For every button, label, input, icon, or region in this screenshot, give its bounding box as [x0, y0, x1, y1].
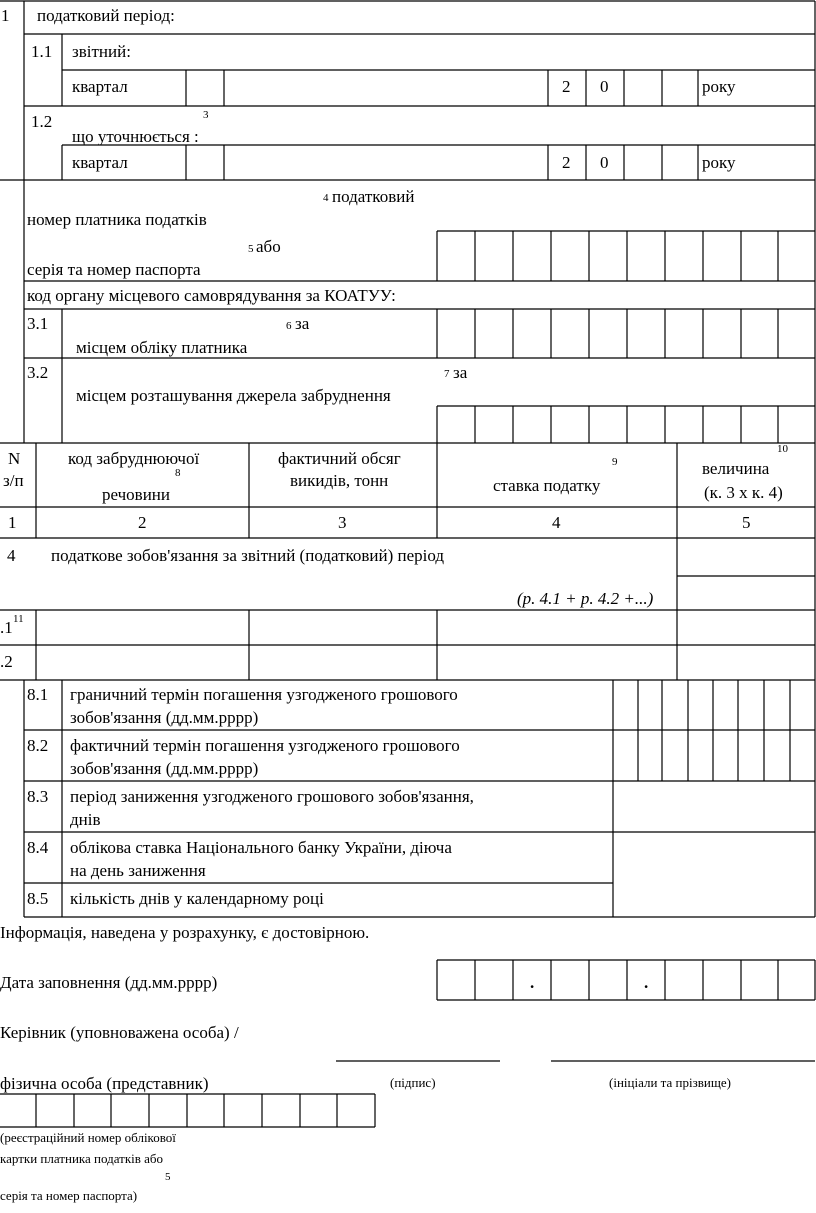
footnote-6: 6	[286, 320, 292, 332]
row-number-1-1: 1.1	[31, 42, 53, 61]
row-8-5-line-1: кількість днів у календарному році	[70, 889, 324, 908]
year-digit-2-clarified: 0	[600, 153, 609, 172]
year-label: року	[702, 77, 736, 96]
row-8-2-line-1: фактичний термін погашення узгодженого грошового	[70, 736, 460, 755]
year-digit-1: 2	[562, 77, 571, 96]
footnote-11: 11	[13, 613, 24, 625]
taxpayer-line-4: серія та номер паспорта	[27, 260, 201, 279]
footnote-7: 7	[444, 368, 450, 380]
col-num-1: 1	[8, 513, 17, 532]
col-num-5: 5	[742, 513, 751, 532]
header-value-1: величина	[702, 459, 770, 478]
row-number-4: 4	[7, 546, 16, 565]
taxpayer-line-2: номер платника податків	[27, 210, 207, 229]
header-volume-2: викидів, тонн	[290, 471, 389, 490]
col-num-3: 3	[338, 513, 347, 532]
row-number-4-1: .1	[0, 618, 13, 637]
koatuu-3-2-line-2: місцем розташування джерела забруднення	[76, 386, 391, 405]
date-separator-1: .	[530, 973, 535, 992]
koatuu-title: код органу місцевого самоврядування за КОАТУУ:	[27, 286, 396, 305]
row-8-1-line-1: граничний термін погашення узгодженого грошового	[70, 685, 458, 704]
col-num-2: 2	[138, 513, 147, 532]
row-8-4-line-1: облікова ставка Національного банку України, діюча	[70, 838, 452, 857]
reg-caption-line-2: картки платника податків або	[0, 1151, 164, 1166]
row-number-8-4: 8.4	[27, 838, 49, 857]
footnote-8: 8	[175, 467, 181, 479]
header-code-2: речовини	[102, 485, 170, 504]
year-label-2: року	[702, 153, 736, 172]
row-number-8-5: 8.5	[27, 889, 49, 908]
footnote-5: 5	[248, 243, 254, 255]
header-num-1: N	[8, 449, 21, 468]
row-number-8-1: 8.1	[27, 685, 49, 704]
row-8-3-line-1: період заниження узгодженого грошового зобов'язання,	[70, 787, 474, 806]
row-8-1-line-2: зобов'язання (дд.мм.рррр)	[70, 708, 259, 727]
year-digit-1-clarified: 2	[562, 153, 571, 172]
footnote-5-reg: 5	[165, 1171, 171, 1183]
row-number-1-2: 1.2	[31, 112, 53, 131]
taxpayer-line-1: податковий	[332, 187, 415, 206]
header-num-2: з/п	[3, 471, 24, 490]
header-volume-1: фактичний обсяг	[278, 449, 401, 468]
head-label: Керівник (уповноважена особа) /	[0, 1023, 239, 1042]
signature-caption: (підпис)	[390, 1075, 436, 1090]
row-number-3-2: 3.2	[27, 363, 49, 382]
reporting-label: звітний:	[72, 42, 131, 61]
year-digit-2: 0	[600, 77, 609, 96]
row-number-1: 1	[1, 6, 10, 25]
row-8-2-line-2: зобов'язання (дд.мм.рррр)	[70, 759, 259, 778]
row-4-formula: (р. 4.1 + р. 4.2 +...)	[517, 589, 654, 608]
row-number-8-2: 8.2	[27, 736, 49, 755]
quarter-label-2: квартал	[72, 153, 128, 172]
date-label: Дата заповнення (дд.мм.рррр)	[0, 973, 218, 992]
reg-caption-line-3: серія та номер паспорта)	[0, 1188, 138, 1203]
header-rate: ставка податку	[493, 476, 601, 495]
taxpayer-line-3: або	[256, 237, 281, 256]
footnote-4: 4	[323, 192, 329, 204]
tax-period-title: податковий період:	[37, 6, 175, 25]
col-num-4: 4	[552, 513, 561, 532]
row-8-4-line-2: на день заниження	[70, 861, 206, 880]
name-caption: (ініціали та прізвище)	[609, 1075, 731, 1090]
statement-text: Інформація, наведена у розрахунку, є достовірною.	[0, 923, 370, 942]
koatuu-3-1-line-2: місцем обліку платника	[76, 338, 248, 357]
reg-caption-line-1: (реєстраційний номер облікової	[0, 1130, 176, 1145]
row-number-8-3: 8.3	[27, 787, 49, 806]
header-code-1: код забруднюючої	[68, 449, 200, 468]
header-value-2: (к. 3 х к. 4)	[704, 483, 783, 502]
footnote-10: 10	[777, 443, 788, 455]
clarified-label: що уточнюється :	[72, 127, 199, 146]
koatuu-3-1-line-1: за	[295, 314, 310, 333]
row-number-3-1: 3.1	[27, 314, 49, 333]
footnote-9: 9	[612, 456, 618, 468]
date-separator-2: .	[644, 973, 649, 992]
row-4-label: податкове зобов'язання за звітний (податковий) період	[51, 546, 445, 565]
row-number-4-2: .2	[0, 652, 13, 671]
koatuu-3-2-line-1: за	[453, 363, 468, 382]
footnote-3: 3	[203, 109, 209, 121]
quarter-label: квартал	[72, 77, 128, 96]
row-8-3-line-2: днів	[70, 810, 101, 829]
person-label: фізична особа (представник)	[0, 1074, 209, 1093]
